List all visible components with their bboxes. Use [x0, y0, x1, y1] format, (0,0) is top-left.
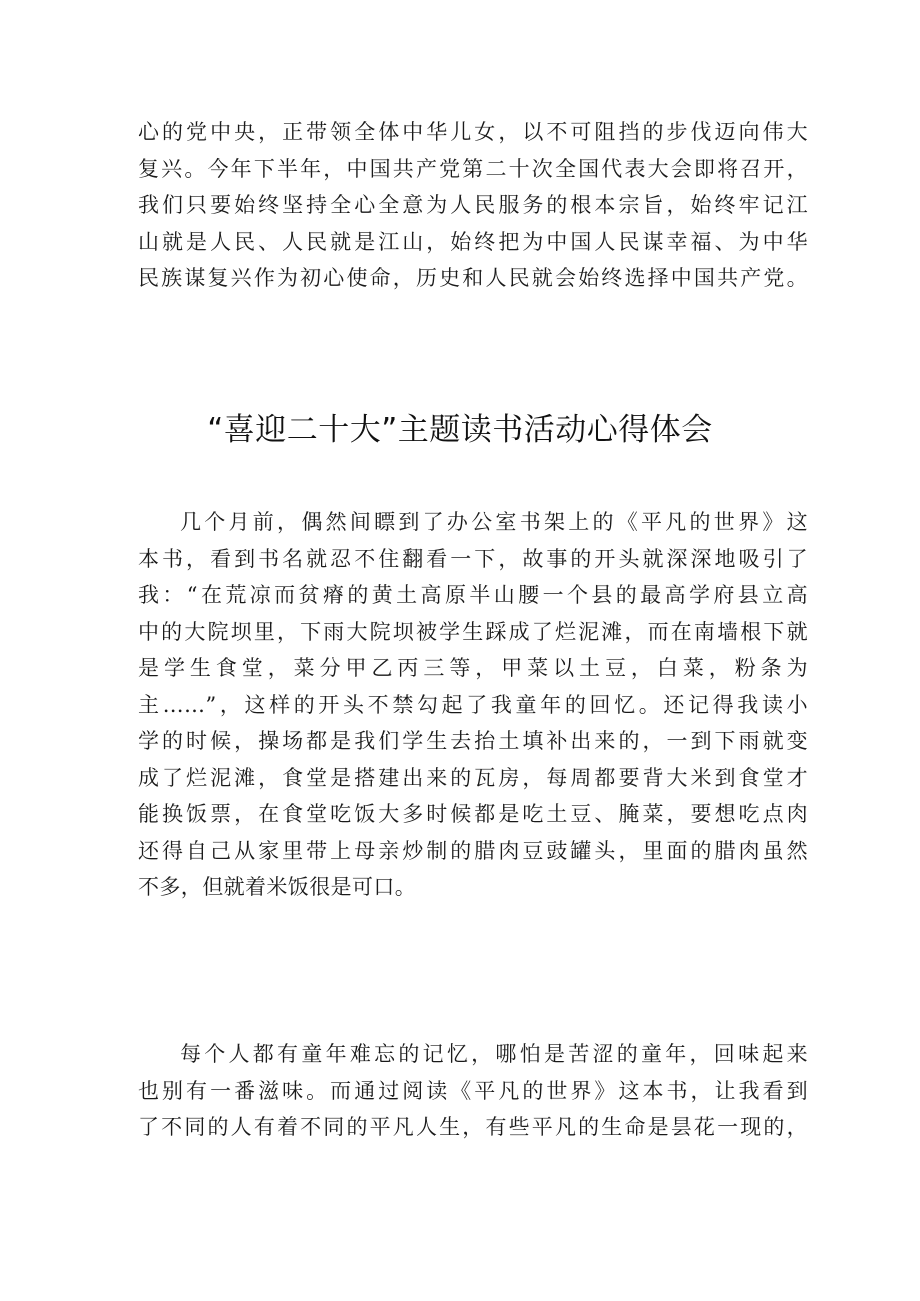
text-line: 是学生食堂，菜分甲乙丙三等，甲菜以土豆，白菜，粉条为	[138, 656, 808, 680]
text-line: 还得自己从家里带上母亲炒制的腊肉豆豉罐头，里面的腊肉虽然	[138, 838, 808, 863]
text-line: 主……”，这样的开头不禁勾起了我童年的回忆。还记得我读小	[138, 692, 808, 717]
paragraph-1	[138, 504, 808, 906]
text-line: 也别有一番滋味。而通过阅读《平凡的世界》这本书，让我看到	[138, 1078, 808, 1103]
text-line: 山就是人民、人民就是江山，始终把为中国人民谋幸福、为中华	[138, 229, 808, 254]
text-line: 心的党中央，正带领全体中华儿女，以不可阻挡的步伐迈向伟大	[138, 120, 808, 144]
document-title: “喜迎二十大”主题读书活动心得体会	[207, 412, 713, 448]
text-line: 中的大院坝里，下雨大院坝被学生踩成了烂泥滩，而在南墙根下就	[138, 619, 808, 644]
text-line: 我们只要始终坚持全心全意为人民服务的根本宗旨，始终牢记江	[138, 193, 808, 217]
text-line: 我：“在荒凉而贫瘠的黄土高原半山腰一个县的最高学府县立高	[138, 583, 808, 607]
text-line: 几个月前，偶然间瞟到了办公室书架上的《平凡的世界》这	[180, 510, 808, 534]
text-line: 了不同的人有着不同的平凡人生，有些平凡的生命是昙花一现的，	[138, 1115, 808, 1139]
intro-paragraph	[138, 114, 808, 297]
text-line: 每个人都有童年难忘的记忆，哪怕是苦涩的童年，回味起来	[180, 1042, 808, 1066]
text-line: 复兴。今年下半年，中国共产党第二十次全国代表大会即将召开，	[138, 156, 808, 181]
text-line: 学的时候，操场都是我们学生去抬土填补出来的，一到下雨就变	[138, 729, 808, 753]
text-line: 民族谋复兴作为初心使命，历史和人民就会始终选择中国共产党。	[138, 266, 808, 290]
paragraph-2	[138, 1036, 808, 1146]
text-line: 能换饭票，在食堂吃饭大多时候都是吃土豆、腌菜，要想吃点肉	[138, 802, 808, 826]
text-line: 成了烂泥滩，食堂是搭建出来的瓦房，每周都要背大米到食堂才	[138, 765, 808, 790]
text-line: 不多，但就着米饭很是可口。	[138, 875, 417, 899]
text-line: 本书，看到书名就忍不住翻看一下，故事的开头就深深地吸引了	[138, 546, 808, 571]
